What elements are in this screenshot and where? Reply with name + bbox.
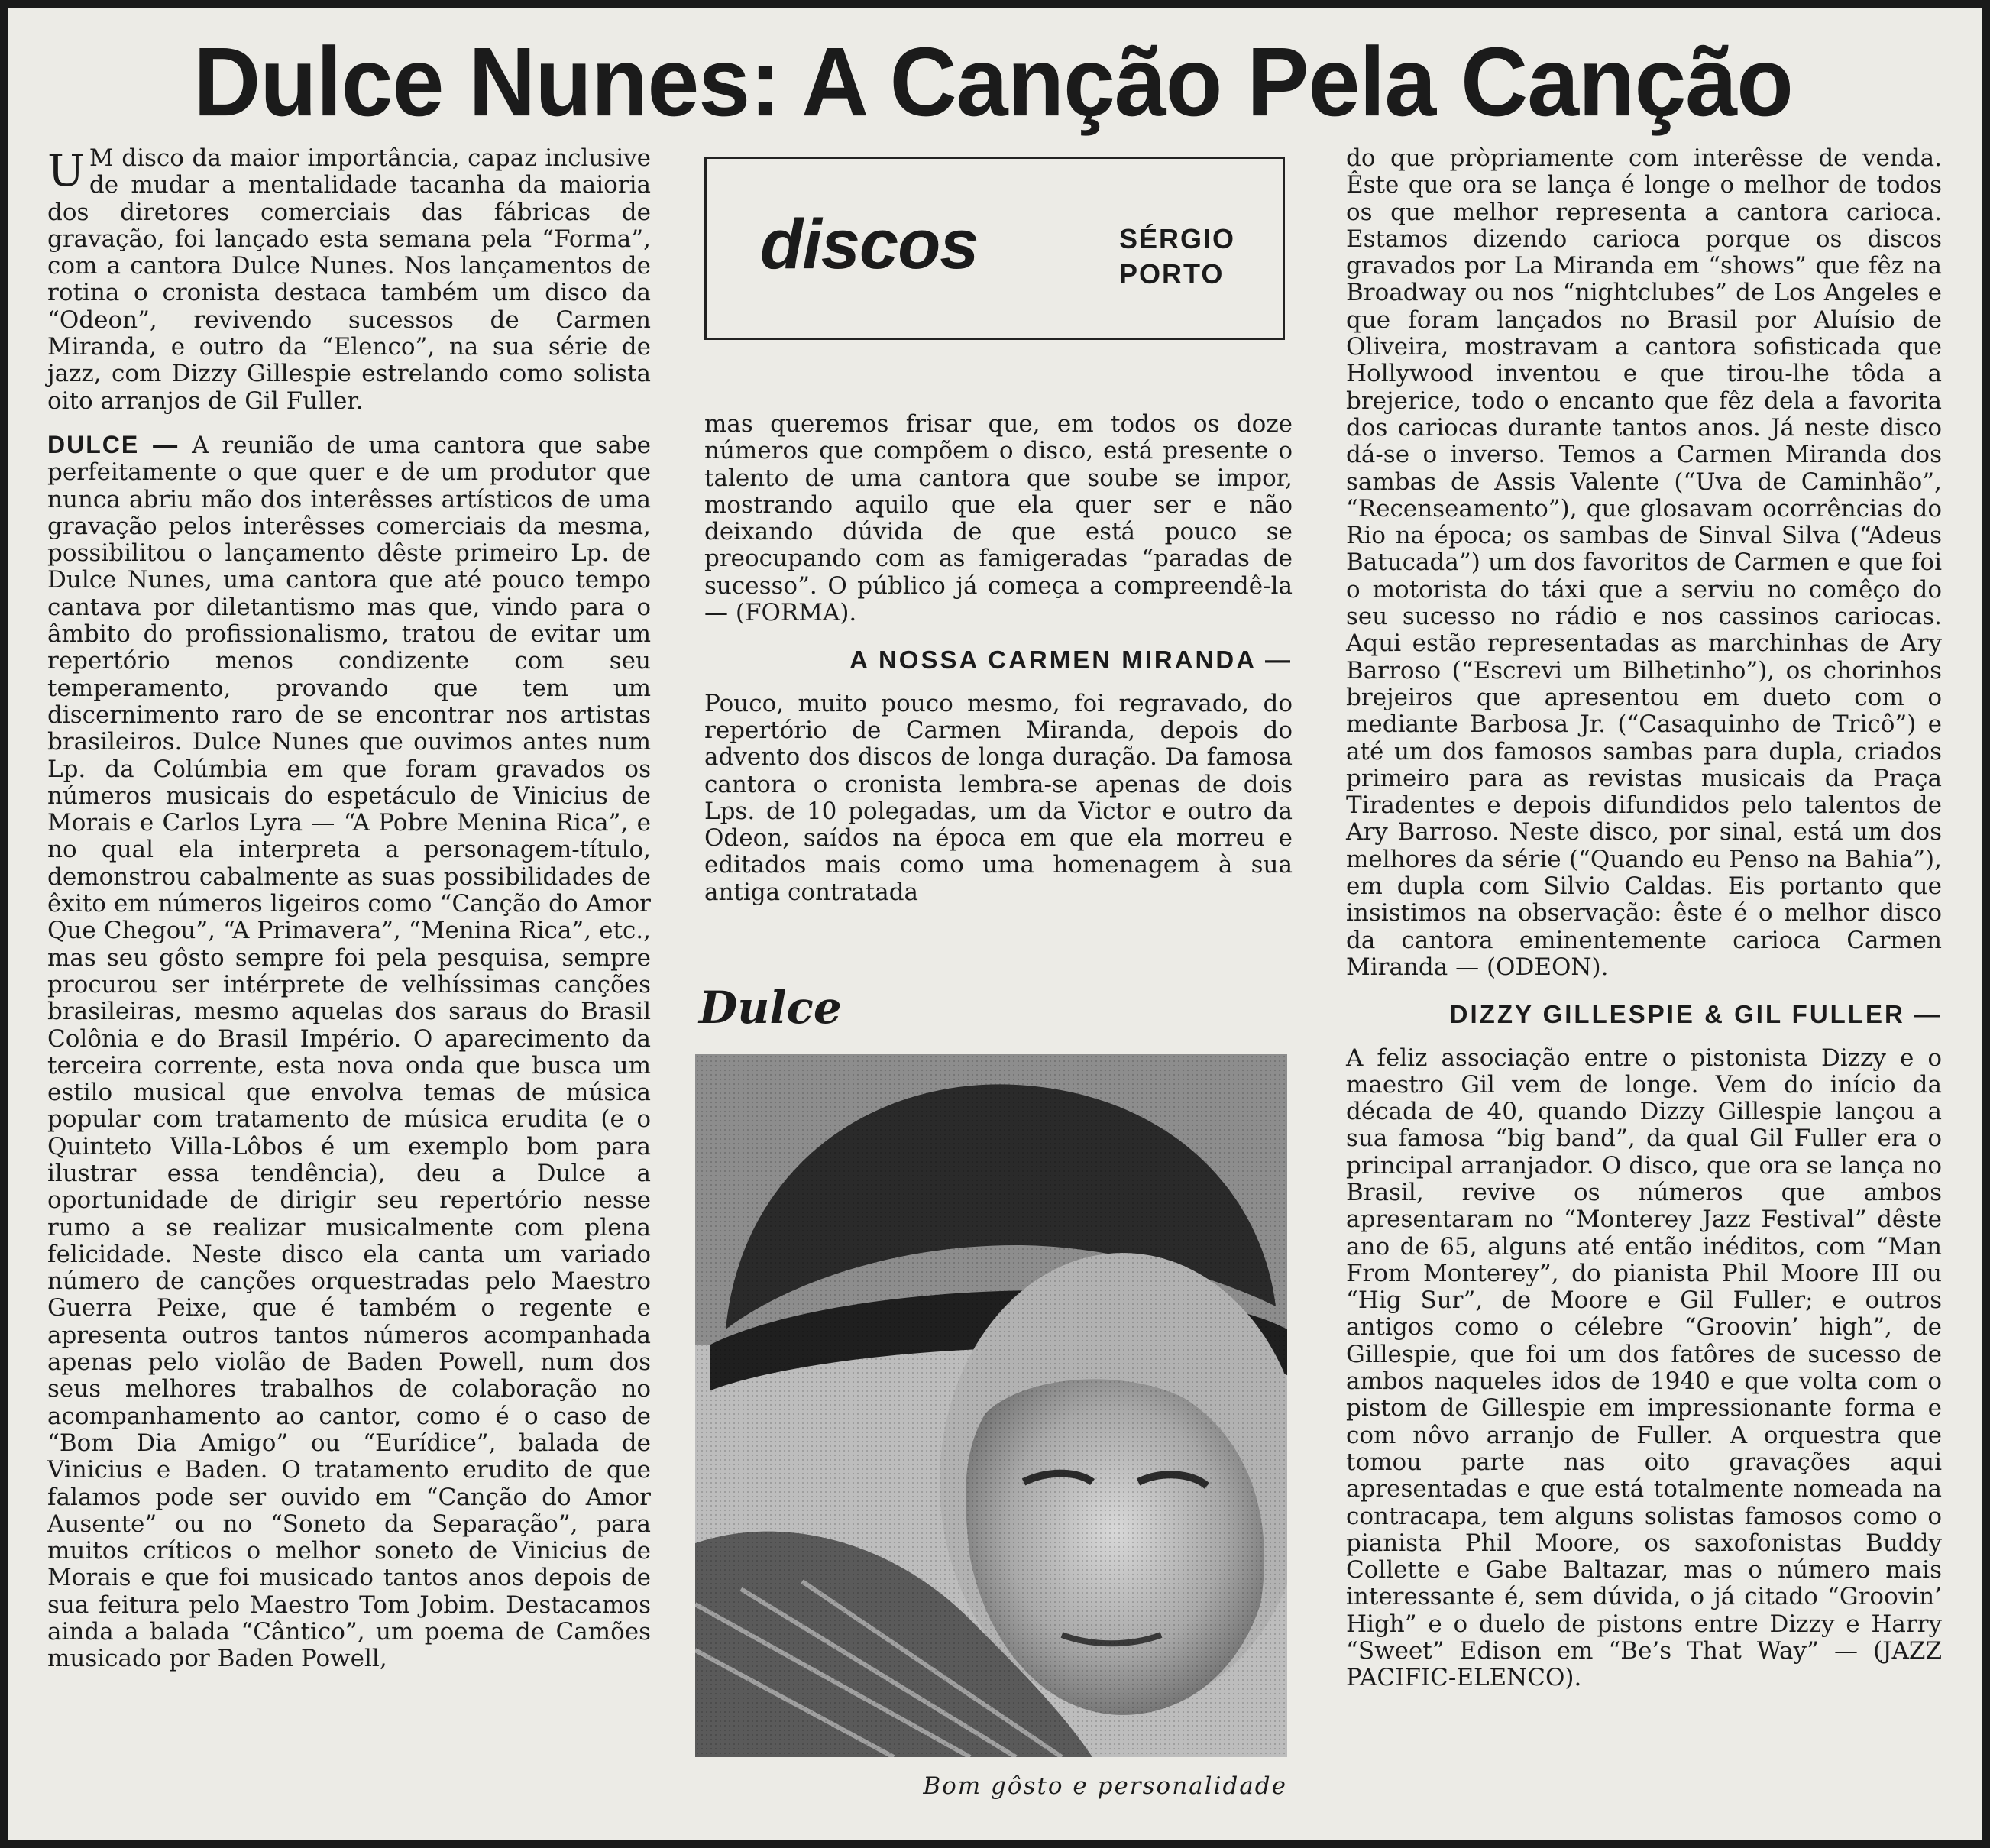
drop-cap: U [47,144,85,196]
newspaper-page [8,8,1982,1840]
author-last-name: PORTO [1119,258,1225,290]
column-logo-word: discos [760,206,979,283]
intro-paragraph [47,145,651,415]
carmen-body: Pouco, muito pouco mesmo, foi regravado, do repertório de Carmen Miranda, depois do advento dos discos de longa duração. Da famosa cantora o cronista lembra-se apenas de dois Lps. de 10 polegadas, um da Victor e outro da Odeon, saídos na época em que ela morreu e editados mais como uma homenagem à sua antiga contratada [704,689,1293,906]
column-author [1119,222,1272,292]
carmen-subhead: A NOSSA CARMEN MIRANDA — [849,646,1293,675]
dulce-body: A reunião de uma cantora que sabe perfeitamente o que quer e de um produtor que nunca abriu mão dos interêsses artísticos de uma gravação pelos interêsses comerciais da mesma, possibilitou o lançamento dêste primeiro Lp. de Dulce Nunes, uma cantora que até pouco tempo cantava por diletantismo mas que, vindo para o âmbito do profissionalismo, tratou de evitar um repertório menos condizente com seu temperamento, provando que tem um discernimento raro de se encontrar nos artistas brasileiros. Dulce Nunes que ouvimos antes num Lp. da Colúmbia em que foram gravados os números musicais do espetáculo de Vinicius de Morais e Carlos Lyra — “A Pobre Menina Rica”, e no qual ela interpreta a personagem-título, demonstrou cabalmente as suas possibilidades de êxito em números ligeiros como “Canção do Amor Que Chegou”, “A Primavera”, “Menina Rica”, etc., mas seu gôsto sempre foi pela pesquisa, sempre procurou ser intérprete de velhíssimas canções brasileiras, mesmo aquelas dos saraus do Brasil Colônia e do Brasil Império. O aparecimento da terceira corrente, esta nova onda que busca um estilo musical que envolva temas de música popular com tratamento de música erudita (e o Quinteto Villa-Lôbos é um exemplo bom para ilustrar essa tendência), deu a Dulce a oportunidade de dirigir seu repertório nesse rumo a se realizar musicalmente com plena felicidade. Neste disco ela canta um variado número de canções orquestradas pelo Maestro Guerra Peixe, que é também o regente e apresenta outros tantos números acompanhada apenas pelo violão de Baden Powell, num dos seus melhores trabalhos de colaboração no acompanhamento ao cantor, como é o caso de “Bom Dia Amigo” ou “Eurídice”, balada de Vinicius e Baden. O tratamento erudito de que falamos pode ser ouvido em “Canção do Amor Ausente” ou no “Soneto da Separação”, para muitos críticos o melhor soneto de Vinicius de Morais e que foi musicado tantos anos depois de sua feitura pelo Maestro Tom Jobim. Destacamos ainda a balada “Cântico”, um poema de Camões musicado por Baden Powell, [47,431,651,1673]
column-3 [1346,145,1942,1692]
column-1 [47,145,651,1673]
dizzy-body: A feliz associação entre o pistonista Dizzy e o maestro Gil vem de longe. Vem do início da década de 40, quando Dizzy Gillespie lançou a sua famosa “big band”, da qual Gil Fuller era o principal arranjador. O disco, que ora se lança no Brasil, revive os números que ambos apresentaram no “Monterey Jazz Festival” dêste ano de 65, alguns até então inéditos, com “Man From Monterey”, do pianista Phil Moore III ou “Hig Sur”, de Moore e Gil Fuller; e outros antigos como o célebre “Groovin’ high”, de Gillespie, que foi um dos fatôres de sucesso de ambos naqueles idos de 1940 e que volta com o pistom de Gillespie em impressionante forma e com nôvo arranjo de Fuller. A orquestra que tomou parte nas oito gravações aqui apresentadas e que está totalmente nomeada na contracapa, tem alguns solistas famosos como o pianista Phil Moore, os saxofonistas Buddy Collette e Gabe Baltazar, mas o número mais interessante é, sem dúvida, o já citado “Groovin’ High” e o duelo de pistons entre Dizzy e Harry “Sweet” Edison em “Be’s That Way” — (JAZZ PACIFIC-ELENCO). [1346,1044,1942,1692]
intro-text: M disco da maior importância, capaz inclusive de mudar a mentalidade tacanha da maioria dos diretores comerciais das fábricas de gravação, foi lançado esta semana pela “Forma”, com a cantora Dulce Nunes. Nos lançamentos de rotina o cronista destaca também um disco da “Odeon”, revivendo sucessos de Carmen Miranda, e outro da “Elenco”, na sua série de jazz, com Dizzy Gillespie estrelando como solista oito arranjos de Gil Fuller. [47,144,651,415]
dulce-paragraph [47,432,651,1673]
author-first-name: SÉRGIO [1119,223,1236,254]
dulce-continuation: mas queremos frisar que, em todos os doze números que compõem o disco, está presente o talento de uma cantora que soube se impor, mostrando aquilo que ela quer ser e não deixando dúvida de que está pouco se preocupando com as famigeradas “paradas de sucesso”. O público já começa a compreendê-la — (FORMA). [704,410,1293,627]
dulce-kicker: DULCE — [47,430,180,458]
portrait-photo [695,1054,1287,1757]
photo-caption: Bom gôsto e personalidade [923,1772,1287,1800]
dizzy-subhead: DIZZY GILLESPIE & GIL FULLER — [1449,1000,1942,1029]
photo-label: Dulce [699,982,842,1034]
carmen-continuation: do que pròpriamente com interêsse de venda. Êste que ora se lança é longe o melhor de todos os que melhor representa a cantora carioca. Estamos dizendo carioca porque os discos gravados por La Miranda em “shows” que fêz na Broadway ou nos “nightclubes” de Los Angeles e que foram lançados no Brasil por Aluísio de Oliveira, mostravam a cantora sofisticada que Hollywood inventou e que tirou-lhe tôda a brejerice, todo o encanto que fêz dela a favorita dos cariocas durante tantos anos. Já neste disco dá-se o inverso. Temos a Carmen Miranda dos sambas de Assis Valente (“Uva de Caminhão”, “Recenseamento”), que glosavam ocorrências do Rio na época; os sambas de Sinval Silva (“Adeus Batucada”) um dos favoritos de Carmen e que foi o motorista do táxi que a serviu no comêço do seu sucesso no rádio e nos cassinos cariocas. Aqui estão representadas as marchinhas de Ary Barroso (“Escrevi um Bilhetinho”), os chorinhos brejeiros que apresentou em dueto com o mediante Barbosa Jr. (“Casaquinho de Tricô”) e até um dos famosos sambas para dupla, criados primeiro para as revistas musicais da Praça Tiradentes e depois difundidos pelo talentos de Ary Barroso. Neste disco, por sinal, está um dos melhores da série (“Quando eu Penso na Bahia”), em dupla com Silvio Caldas. Eis portanto que insistimos na observação: êste é o melhor disco da cantora eminentemente carioca Carmen Miranda — (ODEON). [1346,144,1942,981]
column-2 [704,411,1293,906]
column-logo-box [704,157,1285,340]
portrait-image [695,1054,1287,1757]
headline: Dulce Nunes: A Canção Pela Canção [193,27,1793,137]
